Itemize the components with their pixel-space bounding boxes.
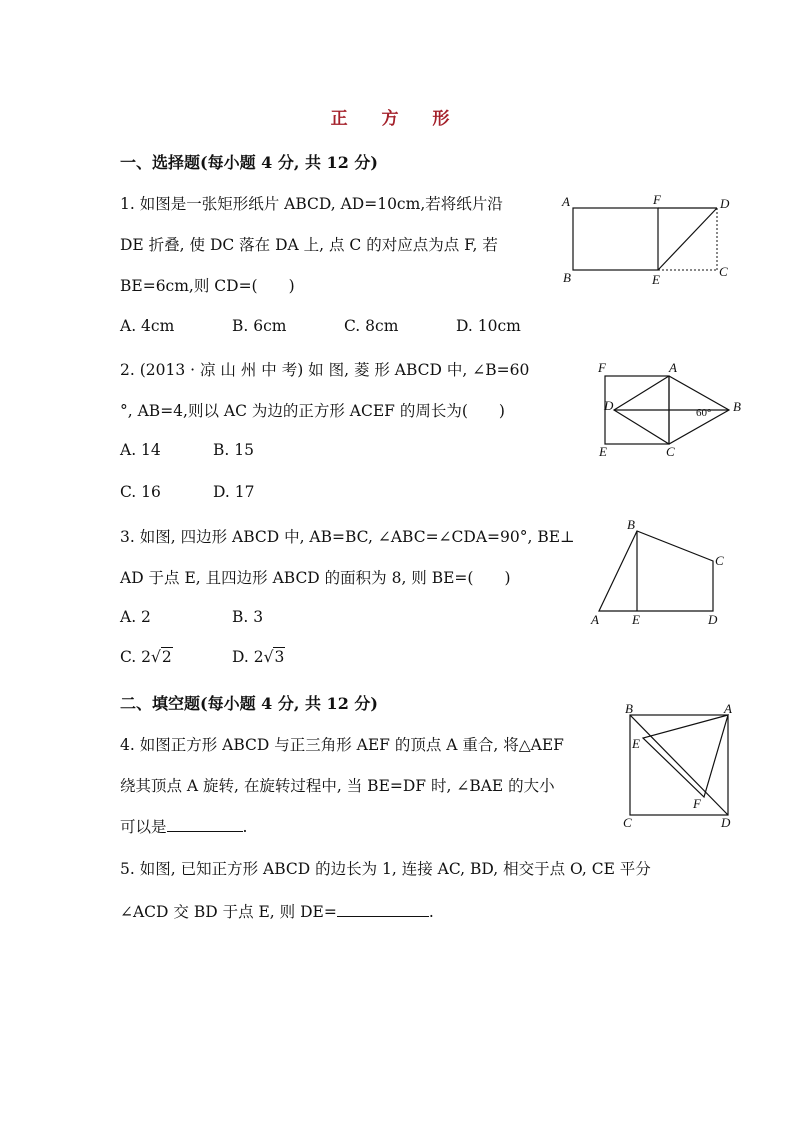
q1-line-1: 1. 如图是一张矩形纸片 ABCD, AD=10cm,若将纸片沿: [120, 195, 503, 213]
q1-label-b: B: [563, 270, 571, 285]
q5-line-1: 5. 如图, 已知正方形 ABCD 的边长为 1, 连接 AC, BD, 相交于点 O, CE 平分: [120, 860, 651, 878]
q4-label-f: F: [693, 796, 701, 811]
q3-quadrilateral: [599, 531, 713, 611]
q4-triangle-aef: [643, 715, 728, 797]
q1-option-d: D. 10cm: [456, 317, 521, 335]
q1-label-f: F: [653, 192, 661, 207]
q1-label-a: A: [562, 194, 570, 209]
q3-option-a: A. 2: [120, 608, 151, 626]
q3-option-c-radical: √2: [151, 648, 172, 666]
q3-label-e: E: [632, 612, 640, 627]
q1-rect-abef: [573, 208, 658, 270]
q3-line-1: 3. 如图, 四边形 ABCD 中, AB=BC, ∠ABC=∠CDA=90°, BE⊥: [120, 528, 575, 546]
q4-line-3: [120, 815, 247, 837]
q4-answer-blank[interactable]: [167, 817, 243, 832]
q2-line-1: 2. (2013 · 凉 山 州 中 考) 如 图, 菱 形 ABCD 中, ∠B=60: [120, 361, 530, 379]
q5-line-2: [120, 900, 434, 922]
q1-option-b: B. 6cm: [232, 317, 287, 335]
q3-option-c-radicand: 2: [161, 648, 172, 666]
q4-line-2: 绕其顶点 A 旋转, 在旋转过程中, 当 BE=DF 时, ∠BAE 的大小: [120, 777, 555, 795]
q1-option-a: A. 4cm: [120, 317, 175, 335]
q4-line-3-text: 可以是: [120, 818, 167, 836]
q2-label-a: A: [669, 360, 677, 375]
q3-option-c-text: C. 2: [120, 648, 152, 666]
q5-tail: .: [428, 903, 434, 921]
q2-label-b: B: [733, 399, 741, 414]
q3-option-c: [120, 648, 173, 666]
q2-option-c: C. 16: [120, 483, 161, 501]
q4-tail: .: [242, 818, 248, 836]
q3-option-b: B. 3: [232, 608, 264, 626]
q2-label-c: C: [666, 444, 675, 459]
q1-figure: [560, 190, 740, 290]
q4-label-e: E: [632, 736, 640, 751]
q3-line-2: AD 于点 E, 且四边形 ABCD 的面积为 8, 则 BE=( ): [120, 569, 511, 587]
q3-option-d: [232, 648, 285, 666]
q5-answer-blank[interactable]: [337, 902, 429, 917]
q2-figure: [595, 360, 755, 460]
q4-label-d: D: [721, 815, 731, 830]
section-heading-fill: 二、填空题(每小题 4 分, 共 12 分): [120, 694, 378, 713]
q1-line-2: DE 折叠, 使 DC 落在 DA 上, 点 C 的对应点为点 F, 若: [120, 236, 498, 254]
q4-label-a: A: [724, 701, 732, 716]
q4-label-b: B: [625, 701, 633, 716]
q2-label-d: D: [604, 398, 614, 413]
section-heading-choice: 一、选择题(每小题 4 分, 共 12 分): [120, 153, 378, 172]
q4-line-1: 4. 如图正方形 ABCD 与正三角形 AEF 的顶点 A 重合, 将△AEF: [120, 736, 564, 754]
page-title: 正 方 形: [330, 109, 464, 129]
q3-figure: [585, 515, 735, 630]
q1-label-e: E: [652, 272, 660, 287]
q2-label-f: F: [598, 360, 606, 375]
q2-label-e: E: [599, 444, 607, 459]
q5-line-2-text: ∠ACD 交 BD 于点 E, 则 DE=: [120, 903, 337, 921]
q4-label-c: C: [623, 815, 632, 830]
q2-option-a: A. 14: [120, 441, 161, 459]
q1-line-3: BE=6cm,则 CD=( ): [120, 277, 295, 295]
q3-label-c: C: [715, 553, 724, 568]
q3-label-b: B: [627, 517, 635, 532]
q2-line-2: °, AB=4,则以 AC 为边的正方形 ACEF 的周长为( ): [120, 402, 505, 420]
q2-option-d: D. 17: [213, 483, 255, 501]
q1-label-c: C: [719, 264, 728, 279]
q3-option-d-radicand: 3: [274, 648, 285, 666]
q3-option-d-text: D. 2: [232, 648, 264, 666]
q3-label-d: D: [708, 612, 718, 627]
q3-option-d-radical: √3: [263, 648, 285, 666]
q4-figure: [620, 700, 750, 835]
q2-angle-label: 60°: [696, 407, 712, 419]
q1-option-c: C. 8cm: [344, 317, 399, 335]
q1-label-d: D: [720, 196, 730, 211]
q2-option-b: B. 15: [213, 441, 254, 459]
q1-fold-ed: [658, 208, 717, 270]
q3-label-a: A: [591, 612, 599, 627]
